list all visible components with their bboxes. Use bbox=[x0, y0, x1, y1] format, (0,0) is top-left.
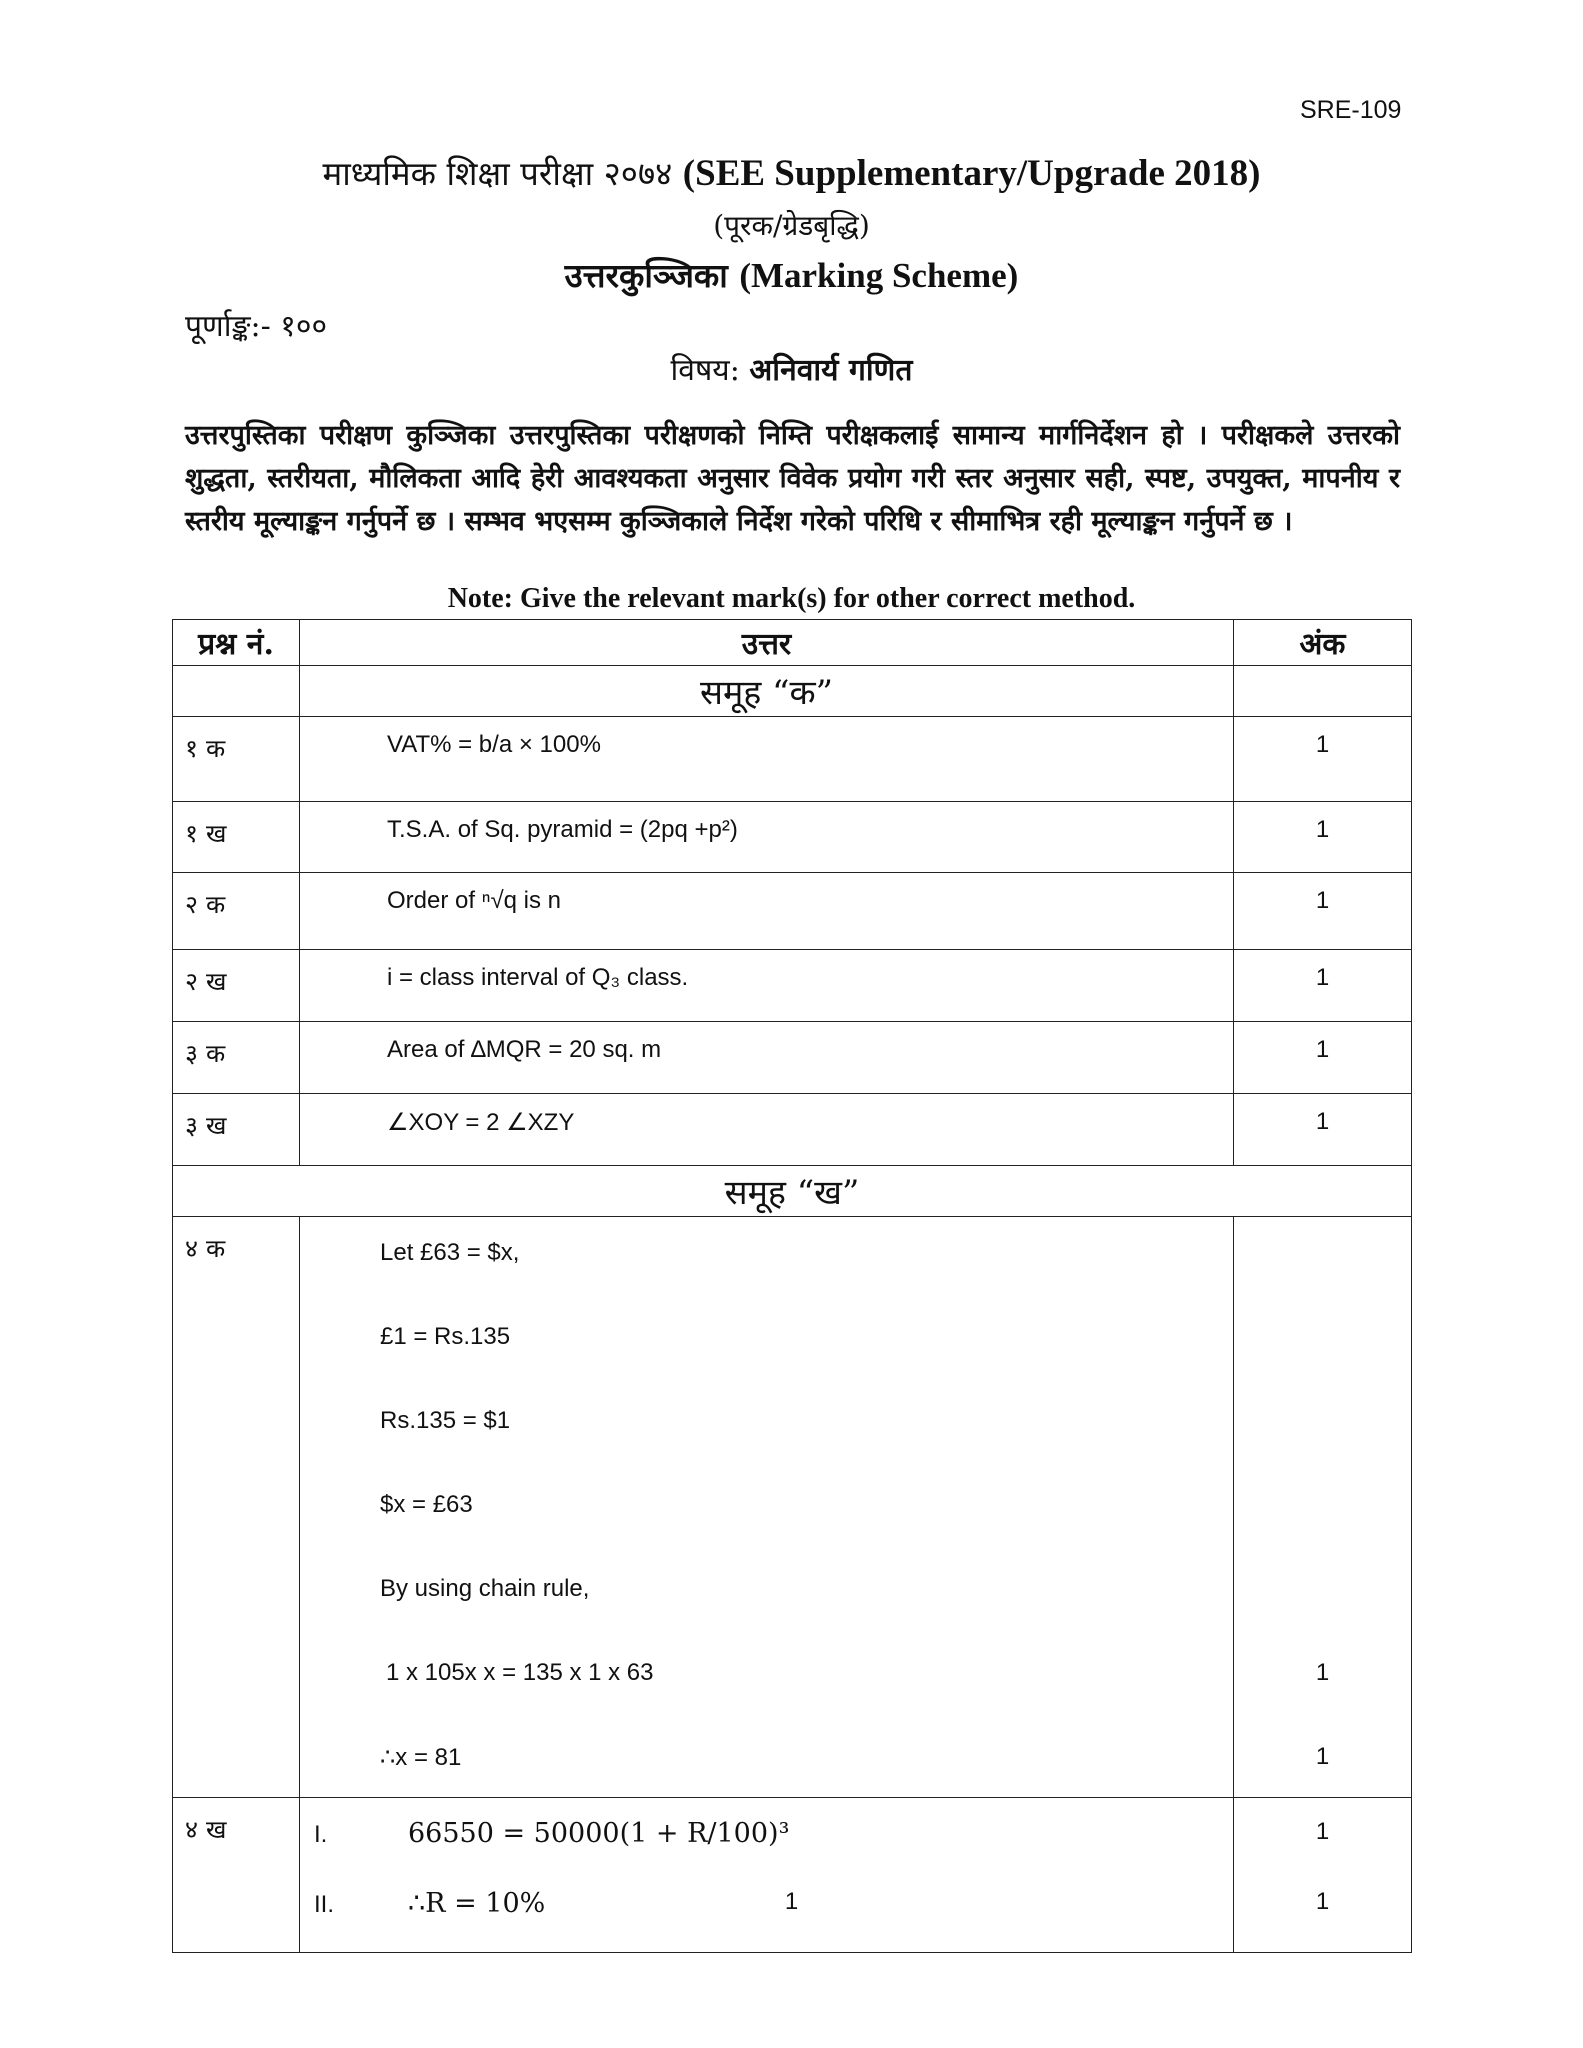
page-number: 1 bbox=[784, 1888, 799, 1915]
subject-line bbox=[0, 348, 1583, 389]
question-number: १ क bbox=[173, 717, 300, 802]
question-number: २ क bbox=[173, 873, 300, 950]
question-number: २ ख bbox=[173, 950, 300, 1022]
answer-text: VAT% = b/a × 100% bbox=[300, 717, 1234, 802]
marking-table bbox=[172, 619, 1412, 1953]
mark-value bbox=[1234, 1225, 1411, 1309]
mark-value: 1 bbox=[1315, 1659, 1330, 1686]
scheme-title-english: (Marking Scheme) bbox=[739, 256, 1019, 295]
answer-text: Area of ∆MQR = 20 sq. m bbox=[300, 1022, 1234, 1094]
header-question-no: प्रश्न नं. bbox=[173, 620, 300, 666]
answer-text: Order of ⁿ√q is n bbox=[300, 873, 1234, 950]
answer-step: ∴x = 81 bbox=[380, 1744, 462, 1771]
mark-value bbox=[1234, 1561, 1411, 1645]
mark-value: 1 bbox=[1315, 1888, 1330, 1915]
table-row-q4b bbox=[173, 1798, 1412, 1953]
marks-column bbox=[1234, 1217, 1412, 1798]
answer-steps bbox=[300, 1217, 1234, 1798]
step-equation: ∴R = 10% bbox=[408, 1888, 546, 1919]
question-number: ३ क bbox=[173, 1022, 300, 1094]
scheme-title-nepali: उत्तरकुञ्जिका bbox=[564, 256, 728, 295]
document-code: SRE-109 bbox=[1300, 96, 1402, 124]
group-b-row bbox=[173, 1166, 1412, 1217]
answer-step: Rs.135 = $1 bbox=[380, 1407, 511, 1434]
answer-text: T.S.A. of Sq. pyramid = (2pq +p²) bbox=[300, 802, 1234, 873]
table-row bbox=[173, 802, 1412, 873]
answer-step: By using chain rule, bbox=[380, 1575, 590, 1602]
question-number: १ ख bbox=[173, 802, 300, 873]
table-row bbox=[173, 1022, 1412, 1094]
step-equation: 66550 = 50000(1 + R/100)³ bbox=[408, 1818, 790, 1849]
header-marks: अंक bbox=[1234, 620, 1412, 666]
table-header-row bbox=[173, 620, 1412, 666]
header-answer: उत्तर bbox=[300, 620, 1234, 666]
exam-title-english: (SEE Supplementary/Upgrade 2018) bbox=[682, 153, 1261, 194]
mark-value: 1 bbox=[1234, 1022, 1412, 1094]
subject-name: अनिवार्य गणित bbox=[749, 353, 913, 388]
table-row bbox=[173, 1094, 1412, 1166]
question-number: ४ ख bbox=[173, 1798, 300, 1953]
mark-value: 1 bbox=[1315, 1818, 1330, 1845]
answer-text: ∠XOY = 2 ∠XZY bbox=[300, 1094, 1234, 1166]
mark-value: 1 bbox=[1234, 1094, 1412, 1166]
mark-value: 1 bbox=[1234, 873, 1412, 950]
mark-value bbox=[1234, 1393, 1411, 1477]
answer-step: $x = £63 bbox=[380, 1491, 473, 1518]
question-number: ३ ख bbox=[173, 1094, 300, 1166]
exam-title-nepali: माध्यमिक शिक्षा परीक्षा २०७४ bbox=[322, 154, 673, 193]
table-row bbox=[173, 717, 1412, 802]
answer-steps bbox=[300, 1798, 1234, 1953]
full-marks: पूर्णाङ्क:- १०० bbox=[185, 309, 328, 344]
answer-step bbox=[300, 1804, 1233, 1874]
group-a-row bbox=[173, 666, 1412, 717]
marking-scheme-title bbox=[0, 252, 1583, 297]
subject-label: विषय: bbox=[670, 353, 740, 388]
mark-value: 1 bbox=[1315, 1743, 1330, 1770]
note-line: Note: Give the relevant mark(s) for other correct method. bbox=[447, 583, 1136, 614]
answer-text: i = class interval of Q₃ class. bbox=[300, 950, 1234, 1022]
exam-title bbox=[0, 150, 1583, 195]
marks-column bbox=[1234, 1798, 1412, 1953]
exam-subtitle: (पूरक/ग्रेडबृद्धि) bbox=[713, 209, 870, 242]
table-row-q4a bbox=[173, 1217, 1412, 1798]
mark-value: 1 bbox=[1234, 802, 1412, 873]
table-row bbox=[173, 873, 1412, 950]
step-roman: II. bbox=[314, 1891, 335, 1918]
instructions-paragraph: उत्तरपुस्तिका परीक्षण कुञ्जिका उत्तरपुस्तिका परीक्षणको निम्ति परीक्षकलाई सामान्य मार्गनिर्देशन हो । परीक्षकले उत्तरको शुद्धता, स्तरीयता, मौलिकता आदि हेरी आवश्यकता अनुसार विवेक प्रयोग गरी स्तर अनुसार सही, स्पष्ट, उपयुक्त, मापनीय र स्तरीय मूल्याङ्कन गर्नुपर्ने छ । सम्भव भएसम्म कुञ्जिकाले निर्देश गरेको परिधि र सीमाभित्र रही मूल्याङ्कन गर्नुपर्ने छ । bbox=[185, 420, 1400, 537]
mark-value: 1 bbox=[1234, 717, 1412, 802]
table-row bbox=[173, 950, 1412, 1022]
mark-value bbox=[1234, 1477, 1411, 1561]
group-a-label: समूह “क” bbox=[300, 666, 1234, 717]
answer-step: £1 = Rs.135 bbox=[380, 1323, 511, 1350]
question-number: ४ क bbox=[173, 1217, 300, 1798]
answer-step: Let £63 = $x, bbox=[380, 1239, 520, 1266]
group-b-label: समूह “ख” bbox=[173, 1166, 1412, 1217]
mark-value: 1 bbox=[1234, 950, 1412, 1022]
step-roman: I. bbox=[314, 1821, 328, 1848]
answer-step: 1 x 105x x = 135 x 1 x 63 bbox=[386, 1659, 654, 1686]
mark-value bbox=[1234, 1309, 1411, 1393]
